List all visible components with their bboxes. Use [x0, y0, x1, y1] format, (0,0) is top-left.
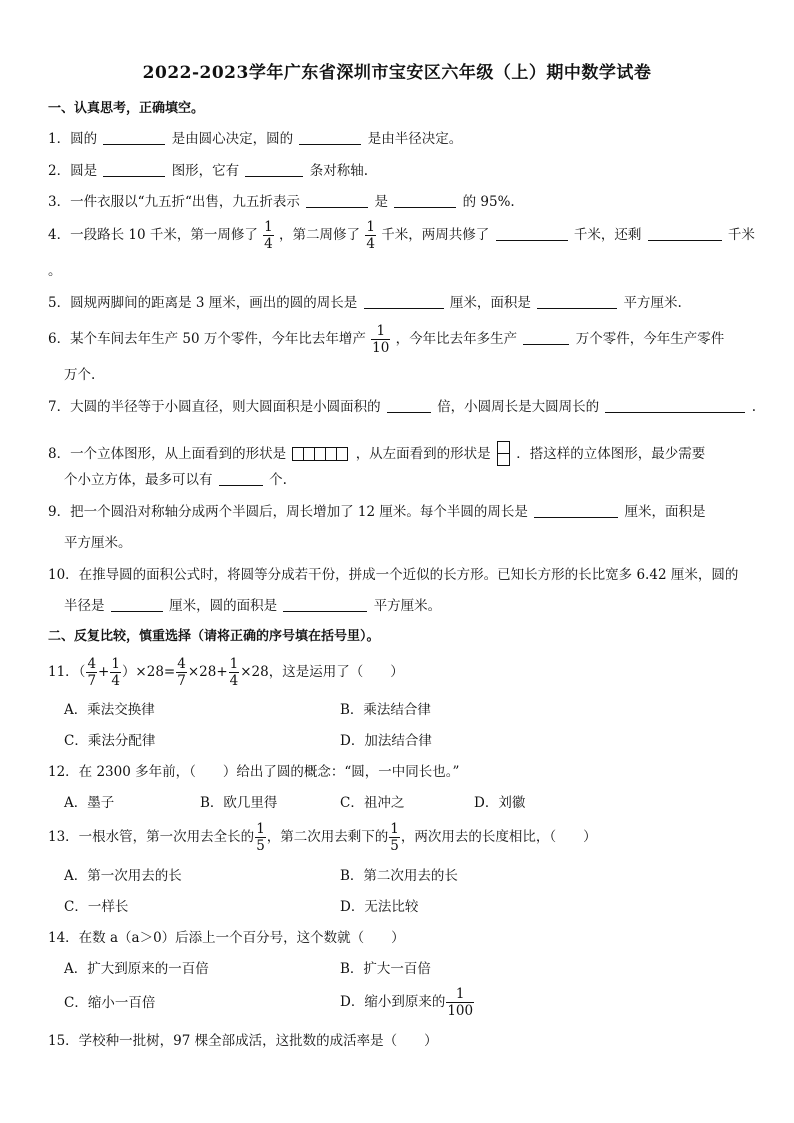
q10-text-a: 10．在推导圆的面积公式时，将圆等分成若干份，拼成一个近似的长方形。已知长方形的长比宽多 6.42 厘米，圆的 — [48, 567, 739, 583]
q9-tail: 平方厘米。 — [64, 535, 132, 551]
q11-text-c: ）×28= — [121, 664, 176, 680]
q4-text-e: 千米 — [727, 227, 755, 243]
question-3 — [48, 193, 515, 211]
q4-text-d: 千米，还剩 — [573, 227, 642, 243]
q2-text-a: 2．圆是 — [48, 163, 98, 179]
q13-fraction-2: $\frac{1}{5}$ — [390, 821, 399, 854]
q2-text-b: 图形，它有 — [171, 163, 240, 179]
q8-tail-a: 个小立方体，最多可以有 — [64, 472, 213, 488]
q13-option-a[interactable]: A．第一次用去的长 — [64, 868, 182, 884]
q10-blank-1[interactable] — [111, 597, 163, 612]
q6-fraction: $\frac{1}{10}$ — [372, 323, 390, 356]
q4-blank-1[interactable] — [496, 226, 568, 241]
section-1-heading: 一、认真思考，正确填空。 — [48, 101, 205, 116]
q13-text-a: 13．一根水管，第一次用去全长的 — [48, 829, 255, 845]
q4-tail: 。 — [48, 263, 62, 279]
q8-text-c: ．搭这样的立体图形，最少需要 — [516, 446, 706, 462]
q11-text-b: + — [98, 664, 110, 680]
q7-text-a: 7．大圆的半径等于小圆直径，则大圆面积是小圆面积的 — [48, 399, 381, 415]
q9-text-b: 厘米，面积是 — [624, 504, 706, 520]
q1-text-c: 是由半径决定。 — [367, 131, 463, 147]
q5-text-a: 5．圆规两脚间的距离是 3 厘米，画出的圆的周长是 — [48, 295, 358, 311]
page-title: 2022-2023学年广东省深圳市宝安区六年级（上）期中数学试卷 — [142, 63, 652, 83]
q13-option-b[interactable]: B．第二次用去的长 — [340, 868, 458, 884]
q13-text-c: ，两次用去的长度相比，（ ） — [400, 829, 597, 845]
q12-option-d[interactable]: D．刘徽 — [474, 795, 526, 811]
q12-option-c[interactable]: C．祖冲之 — [340, 795, 405, 811]
q9-text-a: 9．把一个圆沿对称轴分成两个半圆后，周长增加了 12 厘米。每个半圆的周长是 — [48, 504, 528, 520]
q10-tail-b: 厘米，圆的面积是 — [169, 598, 278, 614]
q10-tail — [64, 597, 441, 615]
question-12: 12．在 2300 多年前，（ ）给出了圆的概念：“圆，一中同长也。” — [48, 764, 460, 780]
q11-fraction-1: $\frac{4}{7}$ — [87, 656, 97, 689]
q14-option-d[interactable] — [340, 985, 475, 1019]
q2-text-c: 条对称轴. — [309, 163, 369, 179]
q1-text-a: 1．圆的 — [48, 131, 98, 147]
q1-text-b: 是由圆心决定，圆的 — [171, 131, 294, 147]
q7-blank-2[interactable] — [605, 398, 745, 413]
q2-blank-1[interactable] — [103, 162, 165, 177]
question-1 — [48, 130, 462, 148]
q6-tail-text: 万个. — [64, 367, 96, 383]
q11-text-d: ×28+ — [187, 664, 228, 680]
q4-text-a: 4．一段路长 10 千米，第一周修了 — [48, 227, 258, 243]
q14-option-c[interactable]: C．缩小一百倍 — [64, 995, 156, 1011]
q11-fraction-3: $\frac{4}{7}$ — [177, 656, 186, 689]
q13-option-c[interactable]: C．一样长 — [64, 899, 129, 915]
q3-text-a: 3．一件衣服以“九五折“出售，九五折表示 — [48, 194, 300, 210]
q4-text-b: ，第二周修了 — [279, 227, 361, 243]
left-view-shape-icon — [497, 442, 510, 466]
q12-option-b[interactable]: B．欧几里得 — [200, 795, 278, 811]
q8-tail — [64, 471, 287, 489]
q11-fraction-2: $\frac{1}{4}$ — [111, 656, 120, 689]
q7-blank-1[interactable] — [387, 398, 431, 413]
q3-text-b: 是 — [374, 194, 388, 210]
q5-text-c: 平方厘米. — [623, 295, 682, 311]
q14-option-a[interactable]: A．扩大到原来的一百倍 — [64, 961, 209, 977]
q11-text-e: ×28，这是运用了（ ） — [240, 664, 404, 680]
section-2-heading: 二、反复比较，慎重选择（请将正确的序号填在括号里）。 — [48, 629, 380, 644]
q8-blank-1[interactable] — [219, 471, 263, 486]
q4-text-c: 千米，两周共修了 — [381, 227, 490, 243]
q11-option-a[interactable]: A．乘法交换律 — [64, 702, 155, 718]
question-15: 15．学校种一批树，97 棵全部成活，这批数的成活率是（ ） — [48, 1033, 438, 1049]
q14-fraction: $\frac{1}{100}$ — [447, 986, 474, 1019]
q9-blank-1[interactable] — [534, 503, 618, 518]
question-14: 14．在数 a（a＞0）后添上一个百分号，这个数就（ ） — [48, 930, 405, 946]
question-11 — [48, 654, 404, 690]
question-4 — [48, 218, 755, 252]
question-6 — [48, 322, 724, 356]
q4-blank-2[interactable] — [648, 226, 722, 241]
q10-blank-2[interactable] — [283, 597, 367, 612]
question-10 — [48, 566, 738, 584]
q8-tail-b: 个. — [269, 472, 287, 488]
q3-blank-2[interactable] — [394, 193, 456, 208]
q10-tail-c: 平方厘米。 — [373, 598, 442, 614]
question-8 — [48, 442, 705, 466]
question-13 — [48, 820, 597, 854]
q5-text-b: 厘米，面积是 — [449, 295, 531, 311]
q14-option-d-text: D．缩小到原来的 — [340, 994, 446, 1010]
q11-option-c[interactable]: C．乘法分配律 — [64, 733, 156, 749]
q7-text-c: . — [751, 399, 757, 415]
q3-blank-1[interactable] — [306, 193, 368, 208]
q13-text-b: ，第二次用去剩下的 — [266, 829, 389, 845]
q2-blank-2[interactable] — [245, 162, 303, 177]
q13-option-d[interactable]: D．无法比较 — [340, 899, 419, 915]
q11-text-a: 11．（ — [48, 664, 86, 680]
q8-text-a: 8．一个立体图形，从上面看到的形状是 — [48, 446, 287, 462]
q6-tail — [64, 366, 95, 384]
q12-option-a[interactable]: A．墨子 — [64, 795, 115, 811]
q7-text-b: 倍，小圆周长是大圆周长的 — [437, 399, 600, 415]
question-2 — [48, 162, 368, 180]
q1-blank-2[interactable] — [299, 130, 361, 145]
q11-option-d[interactable]: D．加法结合律 — [340, 733, 432, 749]
q6-blank-1[interactable] — [523, 330, 569, 345]
q11-fraction-4: $\frac{1}{4}$ — [229, 656, 239, 689]
q3-text-c: 的 95%. — [462, 194, 515, 210]
q5-blank-1[interactable] — [364, 294, 444, 309]
top-view-shape-icon — [293, 447, 348, 466]
q4-fraction-2: $\frac{1}{4}$ — [366, 219, 375, 252]
q6-text-b: ，今年比去年多生产 — [395, 331, 518, 347]
q13-fraction-1: $\frac{1}{5}$ — [256, 821, 265, 854]
question-5 — [48, 294, 682, 312]
q10-tail-a: 半径是 — [64, 598, 105, 614]
q6-text-a: 6．某个车间去年生产 50 万个零件，今年比去年增产 — [48, 331, 366, 347]
q1-blank-1[interactable] — [103, 130, 165, 145]
q14-option-b[interactable]: B．扩大一百倍 — [340, 961, 431, 977]
q8-text-b: ，从左面看到的形状是 — [355, 446, 491, 462]
q6-text-c: 万个零件，今年生产零件 — [575, 331, 725, 347]
question-9 — [48, 503, 705, 521]
question-7 — [48, 398, 756, 416]
q5-blank-2[interactable] — [537, 294, 617, 309]
q11-option-b[interactable]: B．乘法结合律 — [340, 702, 431, 718]
q4-fraction-1: $\frac{1}{4}$ — [264, 219, 273, 252]
